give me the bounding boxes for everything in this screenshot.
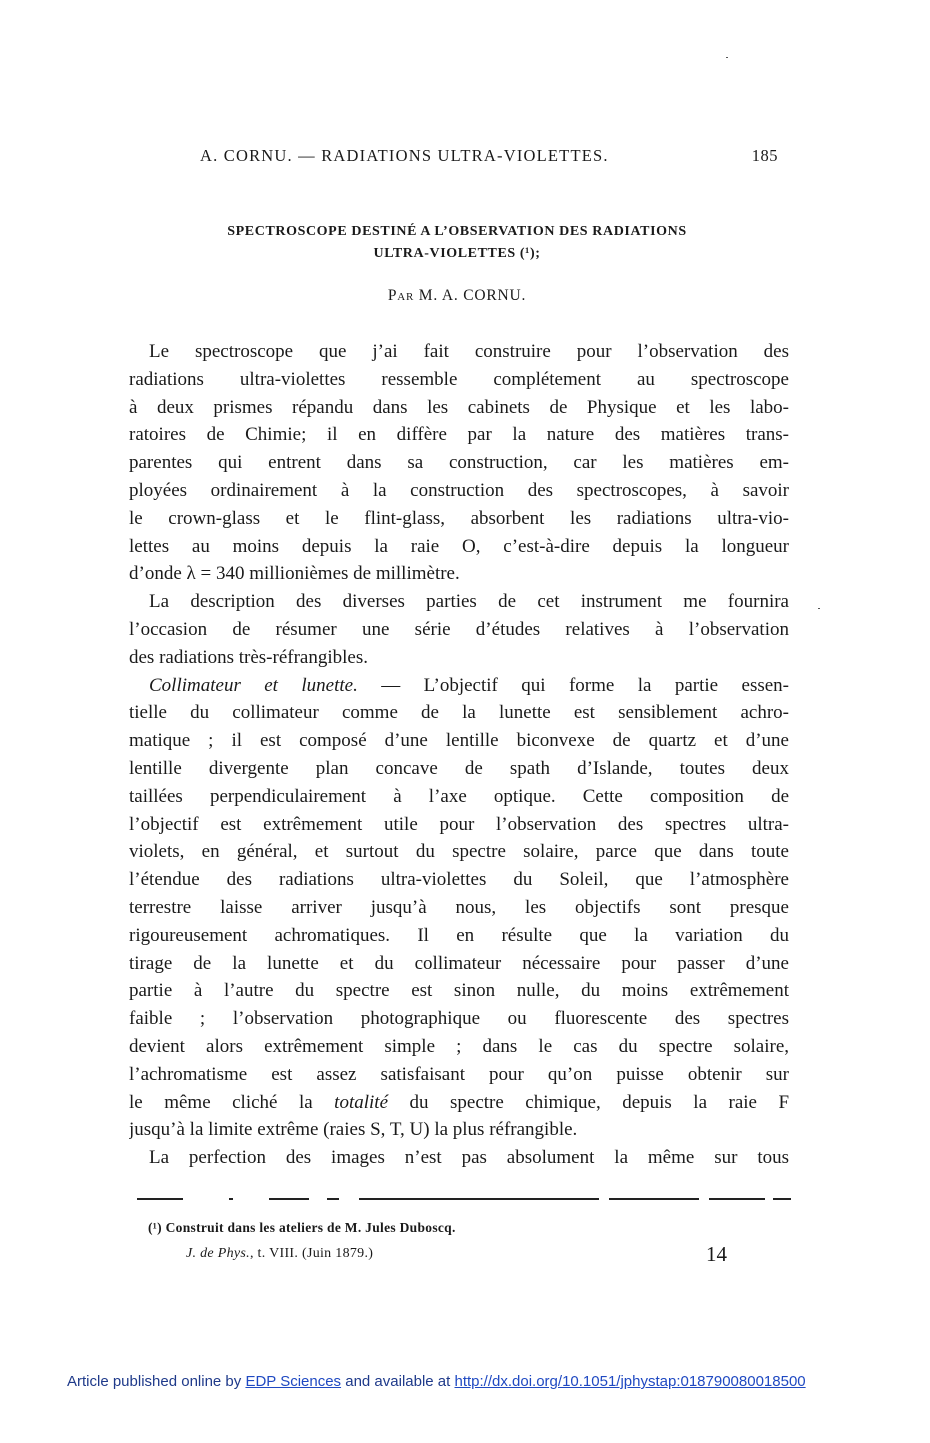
body-line-section-start — [129, 672, 789, 700]
rule-segment — [327, 1198, 339, 1200]
body-line: ratoires de Chimie; il en diffère par la nature des matières trans- — [129, 424, 789, 446]
footnote: (¹) Construit dans les ateliers de M. Jules Duboscq. — [148, 1220, 456, 1235]
body-line: jusqu’à la limite extrême (raies S, T, U) la plus réfrangible. — [129, 1119, 578, 1141]
body-line: l’objectif est extrêmement utile pour l’observation des spectres ultra- — [129, 813, 789, 835]
running-head — [200, 146, 778, 170]
publisher-prefix: Article published online by — [67, 1373, 242, 1390]
emphasis-word: totalité — [334, 1091, 388, 1113]
body-line: tielle du collimateur comme de la lunette est sensiblement achro- — [129, 702, 789, 724]
body-line: violets, en général, et surtout du spectre solaire, parce que dans toute — [129, 841, 789, 863]
body-line: devient alors extrêmement simple ; dans le cas du spectre solaire, — [129, 1035, 789, 1057]
body-line-text: — L’objectif qui forme la partie essen- — [381, 674, 789, 696]
signature-number: 14 — [706, 1242, 727, 1266]
body-line: tirage de la lunette et du collimateur nécessaire pour passer d’une — [129, 952, 789, 974]
body-line: rigoureusement achromatiques. Il en résulte que la variation du — [129, 924, 789, 946]
publisher-bar — [67, 1373, 867, 1390]
body-line: d’onde λ = 340 millionièmes de millimètre. — [129, 563, 460, 585]
article-title-line-2: ULTRA-VIOLETTES (¹); — [373, 246, 541, 261]
body-line: à deux prismes répandu dans les cabinets de Physique et les labo- — [129, 396, 789, 418]
body-line: partie à l’autre du spectre est sinon nulle, du moins extrêmement — [129, 980, 789, 1002]
body-line-text: du spectre chimique, depuis la raie F — [409, 1091, 789, 1113]
scan-speck — [726, 57, 728, 58]
journal-volume-date: , t. VIII. (Juin 1879.) — [249, 1246, 374, 1261]
body-line: faible ; l’observation photographique ou fluorescente des spectres — [129, 1008, 789, 1030]
footnote-separator — [137, 1198, 791, 1200]
body-line: le crown-glass et le flint-glass, absorbent les radiations ultra-vio- — [129, 507, 789, 529]
body-line: lentille divergente plan concave de spath d’Islande, toutes deux — [129, 757, 789, 779]
section-heading: Collimateur et lunette. — [149, 674, 358, 696]
body-line: ployées ordinairement à la construction des spectroscopes, à savoir — [129, 479, 789, 501]
rule-segment — [137, 1198, 183, 1200]
running-title: A. CORNU. — RADIATIONS ULTRA-VIOLETTES. — [200, 146, 609, 165]
body-text — [129, 338, 789, 1172]
article-title — [125, 221, 789, 265]
body-line: La description des diverses parties de cet instrument me fournira — [149, 591, 789, 613]
rule-segment — [359, 1198, 599, 1200]
doi-link[interactable]: http://dx.doi.org/10.1051/jphystap:018790080018500 — [454, 1373, 806, 1390]
rule-segment — [773, 1198, 791, 1200]
body-line-emphasis — [129, 1089, 789, 1117]
body-line: des radiations très-réfrangibles. — [129, 646, 368, 668]
publisher-link[interactable]: EDP Sciences — [245, 1373, 342, 1390]
body-line: l’étendue des radiations ultra-violettes du Soleil, que l’atmosphère — [129, 869, 789, 891]
body-line: matique ; il est composé d’une lentille biconvexe de quartz et d’une — [129, 730, 789, 752]
journal-reference — [186, 1246, 373, 1262]
article-title-line-1: SPECTROSCOPE DESTINÉ A L’OBSERVATION DES RADIATIONS — [227, 224, 687, 239]
rule-segment — [709, 1198, 765, 1200]
rule-segment — [269, 1198, 309, 1200]
body-line: La perfection des images n’est pas absolument la même sur tous — [149, 1147, 789, 1169]
body-line: Le spectroscope que j’ai fait construire pour l’observation des — [149, 341, 789, 362]
body-line: lettes au moins depuis la raie O, c’est-à-dire depuis la longueur — [129, 535, 789, 557]
publisher-middle: and available at — [345, 1373, 451, 1390]
body-line-text: le même cliché la — [129, 1091, 313, 1113]
body-line: l’achromatisme est assez satisfaisant pour qu’on puisse obtenir sur — [129, 1063, 789, 1085]
body-line: taillées perpendiculairement à l’axe optique. Cette composition de — [129, 785, 789, 807]
byline: Par M. A. CORNU. — [387, 287, 527, 304]
rule-segment — [609, 1198, 699, 1200]
body-line: terrestre laisse arriver jusqu’à nous, les objectifs sont presque — [129, 896, 789, 918]
scan-speck — [818, 608, 820, 609]
body-line: l’occasion de résumer une série d’études relatives à l’observation — [129, 618, 789, 640]
rule-segment — [229, 1198, 233, 1200]
body-line: radiations ultra-violettes ressemble complétement au spectroscope — [129, 368, 789, 390]
page-number: 185 — [751, 146, 778, 165]
journal-abbrev: J. de Phys. — [186, 1246, 250, 1261]
body-line: parentes qui entrent dans sa construction, car les matières em- — [129, 452, 789, 474]
